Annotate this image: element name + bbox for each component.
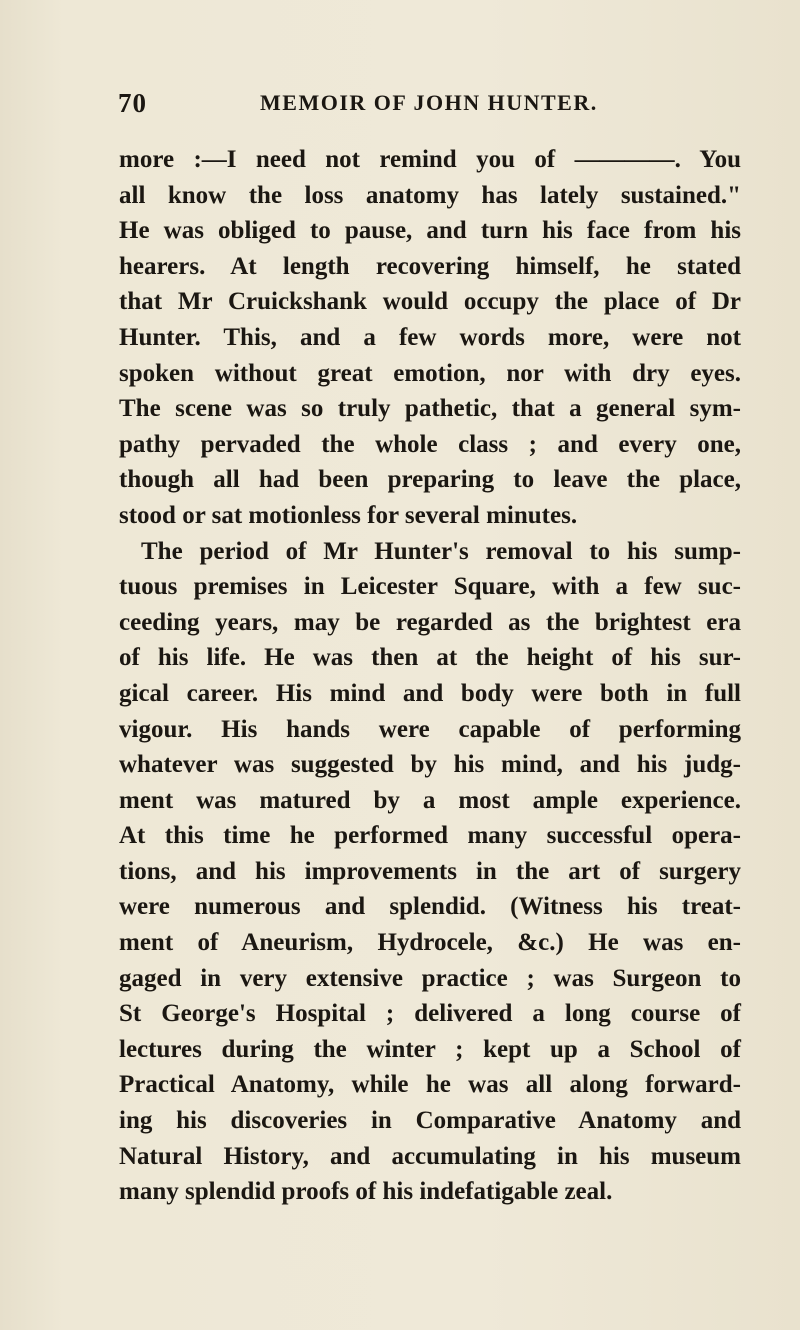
text-line: lectures during the winter ; kept up a School of [119,1035,741,1063]
text-line: were numerous and splendid. (Witness his treat- [119,893,741,921]
text-line-paragraph-start: The period of Mr Hunter's removal to his sump- [141,537,741,565]
text-line: of his life. He was then at the height of his sur- [119,644,741,672]
text-line: The scene was so truly pathetic, that a general sym- [119,395,741,423]
text-line: hearers. At length recovering himself, he stated [119,252,741,280]
text-line-paragraph-end: many splendid proofs of his indefatigable zeal. [119,1178,613,1206]
text-line: ment of Aneurism, Hydrocele, &c.) He was en- [119,929,741,957]
text-line-paragraph-end: stood or sat motionless for several minutes. [119,501,578,529]
body-text [119,142,741,1210]
text-line: though all had been preparing to leave the place, [119,466,741,494]
text-line: ceeding years, may be regarded as the brightest era [119,608,741,636]
page-header [118,88,718,122]
text-line: that Mr Cruickshank would occupy the place of Dr [119,288,741,316]
text-line: gaged in very extensive practice ; was Surgeon to [119,964,741,992]
text-line: Hunter. This, and a few words more, were not [119,323,741,351]
text-line: more :—I need not remind you of ————. You [119,146,741,173]
page-number: 70 [118,88,147,118]
running-head: MEMOIR OF JOHN HUNTER. [260,90,598,115]
text-line: Natural History, and accumulating in his museum [119,1142,741,1170]
text-line: whatever was suggested by his mind, and his judg- [119,751,741,779]
text-line: vigour. His hands were capable of performing [119,715,741,743]
text-line: tions, and his improvements in the art of surgery [119,857,741,885]
text-line: Practical Anatomy, while he was all along forward- [119,1071,741,1099]
text-line: He was obliged to pause, and turn his face from his [119,217,741,245]
text-line: St George's Hospital ; delivered a long course of [119,1000,741,1028]
text-line: ment was matured by a most ample experience. [119,786,741,814]
text-line: pathy pervaded the whole class ; and every one, [119,430,741,458]
text-line: all know the loss anatomy has lately sustained." [119,181,741,209]
text-line: spoken without great emotion, nor with dry eyes. [119,359,741,387]
text-line: At this time he performed many successful opera- [119,822,741,850]
text-line: tuous premises in Leicester Square, with a few suc- [119,573,741,601]
text-line: gical career. His mind and body were both in full [119,679,741,707]
text-line: ing his discoveries in Comparative Anatomy and [119,1107,741,1135]
